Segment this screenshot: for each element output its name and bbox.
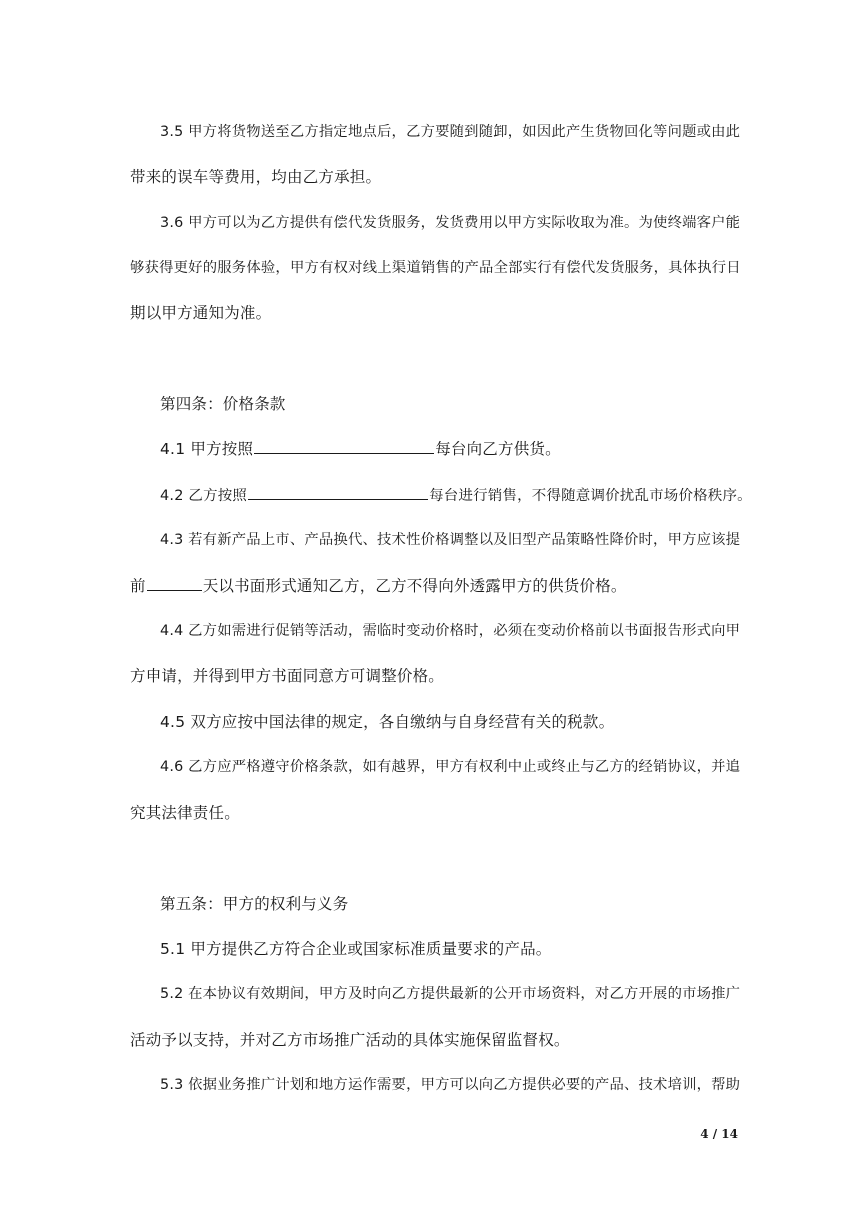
clause-5-2-line-1: 5.2 在本协议有效期间，甲方及时向乙方提供最新的公开市场资料，对乙方开展的市场推广 xyxy=(160,986,741,1002)
clause-3-6-line-1: 3.6 甲方可以为乙方提供有偿代发货服务，发货费用以甲方实际收取为准。为使终端客户能 xyxy=(160,215,741,231)
clause-3-5-line-2: 带来的误车等费用，均由乙方承担。 xyxy=(130,168,382,186)
clause-5-2-line-2: 活动予以支持，并对乙方市场推广活动的具体实施保留监督权。 xyxy=(130,1031,570,1049)
clause-3-6-line-3: 期以甲方通知为准。 xyxy=(130,304,272,322)
clause-4-2-prefix: 4.2 乙方按照 xyxy=(160,488,248,504)
clause-4-4-line-1: 4.4 乙方如需进行促销等活动，需临时变动价格时，必须在变动价格前以书面报告形式向甲 xyxy=(160,623,741,639)
clause-4-2 xyxy=(160,484,752,507)
page-number: 4 / 14 xyxy=(700,1127,738,1141)
clause-4-3-line-1: 4.3 若有新产品上市、产品换代、技术性价格调整以及旧型产品策略性降价时，甲方应该提 xyxy=(160,532,741,548)
clause-5-1: 5.1 甲方提供乙方符合企业或国家标准质量要求的产品。 xyxy=(160,940,552,958)
clause-4-1-prefix: 4.1 甲方按照 xyxy=(160,440,254,458)
clause-4-3-suffix: 天以书面形式通知乙方，乙方不得向外透露甲方的供货价格。 xyxy=(202,577,627,595)
days-blank-field xyxy=(147,575,202,591)
clause-4-3-prefix: 前 xyxy=(130,577,146,595)
clause-4-3-line-2 xyxy=(130,575,627,597)
article-4-heading: 第四条：价格条款 xyxy=(160,395,286,413)
clause-5-3-line-1: 5.3 依据业务推广计划和地方运作需要，甲方可以向乙方提供必要的产品、技术培训，帮助 xyxy=(160,1077,741,1093)
clause-4-1 xyxy=(160,438,561,460)
clause-4-5: 4.5 双方应按中国法律的规定，各自缴纳与自身经营有关的税款。 xyxy=(160,713,615,731)
clause-4-1-suffix: 每台向乙方供货。 xyxy=(435,440,561,458)
clause-4-4-line-2: 方申请，并得到甲方书面同意方可调整价格。 xyxy=(130,667,445,685)
clause-3-5-line-1: 3.5 甲方将货物送至乙方指定地点后，乙方要随到随卸，如因此产生货物回化等问题或由此 xyxy=(160,124,741,140)
price-blank-field xyxy=(248,484,428,500)
article-5-heading: 第五条：甲方的权利与义务 xyxy=(160,895,349,913)
price-blank-field xyxy=(254,438,434,454)
clause-4-2-suffix: 每台进行销售，不得随意调价扰乱市场价格秩序。 xyxy=(429,488,752,504)
clause-3-6-line-2: 够获得更好的服务体验，甲方有权对线上渠道销售的产品全部实行有偿代发货服务，具体执行日 xyxy=(130,260,741,276)
clause-4-6-line-1: 4.6 乙方应严格遵守价格条款，如有越界，甲方有权利中止或终止与乙方的经销协议，并追 xyxy=(160,759,741,775)
clause-4-6-line-2: 究其法律责任。 xyxy=(130,804,240,822)
